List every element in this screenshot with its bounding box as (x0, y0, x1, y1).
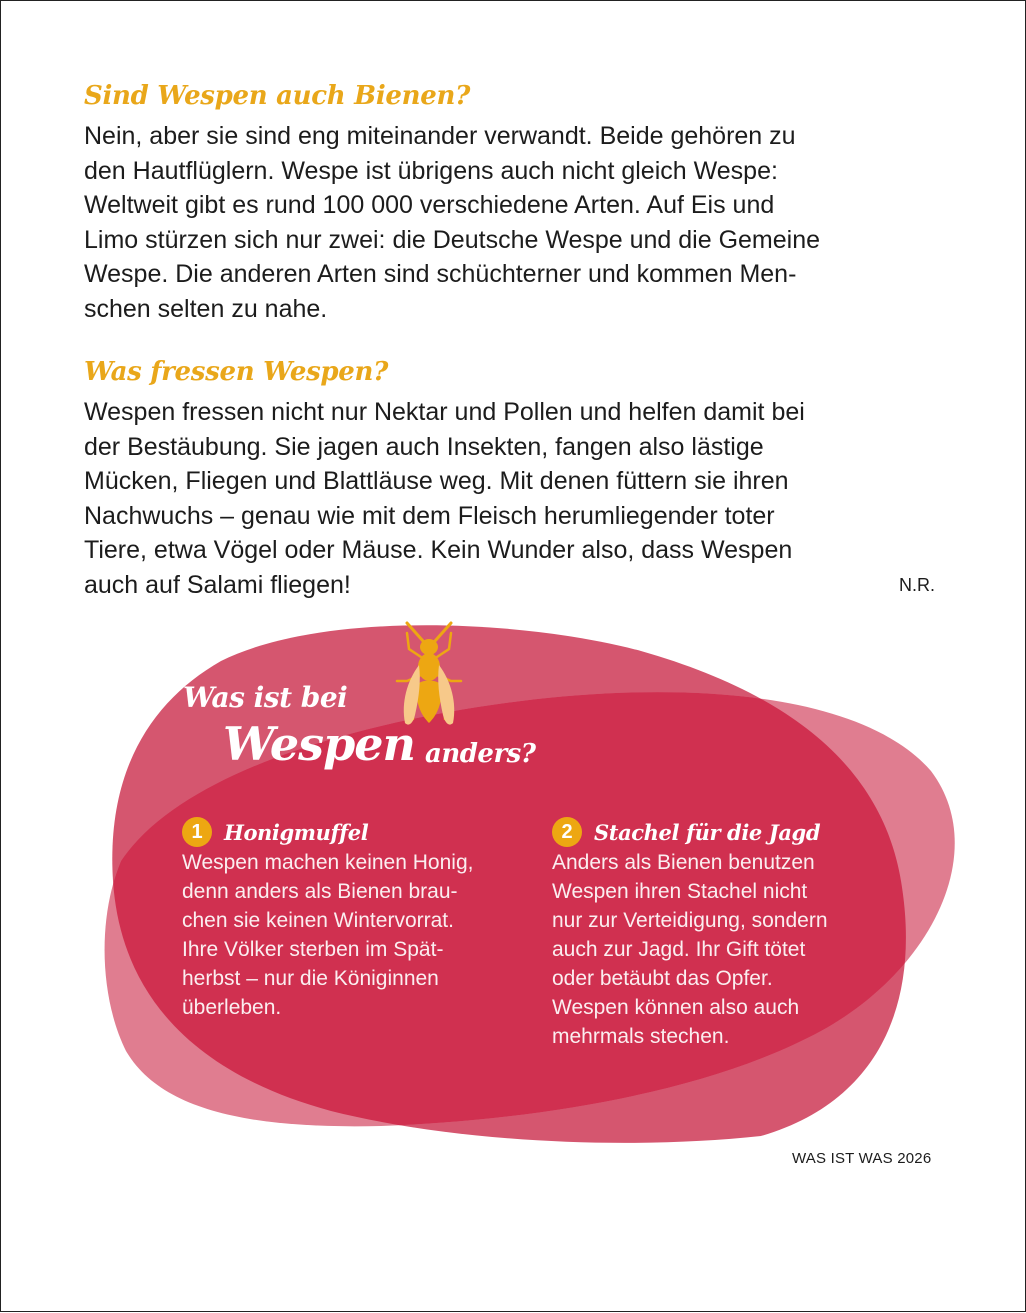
text-line: oder betäubt das Opfer. (552, 967, 773, 990)
text-line: Weltweit gibt es rund 100 000 verschiedene Arten. Auf Eis und (84, 191, 775, 219)
text-line: Wespen ihren Stachel nicht (552, 880, 808, 903)
text-line: Nein, aber sie sind eng miteinander verwandt. Beide gehören zu (84, 122, 796, 150)
text-line: nur zur Verteidigung, sondern (552, 909, 828, 932)
section-heading-bees: Sind Wespen auch Bienen? (84, 81, 471, 111)
text-line: Tiere, etwa Vögel oder Mäuse. Kein Wunder also, dass Wespen (84, 536, 793, 564)
text-line: chen sie keinen Wintervorrat. (182, 909, 454, 932)
number-badge-1: 1 (182, 817, 212, 847)
infobox-title-line1: Was ist bei (183, 681, 348, 714)
fact-2 (552, 816, 828, 1051)
section-heading-food: Was fressen Wespen? (84, 357, 389, 387)
text-line: Wespen können also auch (552, 996, 800, 1019)
infobox-title-small: anders? (425, 739, 536, 769)
infobox-title-big: Wespen (223, 717, 415, 771)
text-line: Wespe. Die anderen Arten sind schüchterner und kommen Men- (84, 260, 797, 288)
text-line: Mücken, Fliegen und Blattläuse weg. Mit denen füttern sie ihren (84, 467, 789, 495)
text-line: Ihre Völker sterben im Spät- (182, 938, 444, 961)
text-line: mehrmals stechen. (552, 1025, 730, 1048)
text-line: auch zur Jagd. Ihr Gift tötet (552, 938, 806, 961)
infobox-blobs (1, 1, 1026, 1313)
text-line: den Hautflüglern. Wespe ist übrigens auch nicht gleich Wespe: (84, 156, 778, 185)
fact-title: Stachel für die Jagd (594, 819, 821, 845)
text-line: Limo stürzen sich nur zwei: die Deutsche Wespe und die Gemeine (84, 225, 821, 254)
text-line: Wespen machen keinen Honig, (182, 851, 474, 874)
fact-body (552, 848, 828, 1051)
fact-title: Honigmuffel (224, 819, 369, 845)
text-line: der Bestäubung. Sie jagen auch Insekten, fangen also lästige (84, 432, 764, 461)
fact-1 (182, 816, 473, 1022)
text-line: überleben. (182, 996, 282, 1019)
text-line: herbst – nur die Königinnen (182, 967, 439, 990)
text-line: Wespen fressen nicht nur Nektar und Pollen und helfen damit bei (84, 398, 805, 426)
fact-body (182, 848, 473, 1022)
text-line: Nachwuchs – genau wie mit dem Fleisch herumliegender toter (84, 501, 775, 530)
text-line: auch auf Salami fliegen! (84, 570, 351, 599)
number-badge-2: 2 (552, 817, 582, 847)
text-line: Anders als Bienen benutzen (552, 851, 815, 874)
author-initials: N.R. (899, 575, 935, 595)
text-line: denn anders als Bienen brau- (182, 880, 458, 903)
publication-footer: WAS IST WAS 2026 (792, 1150, 932, 1167)
text-line: schen selten zu nahe. (84, 294, 328, 323)
